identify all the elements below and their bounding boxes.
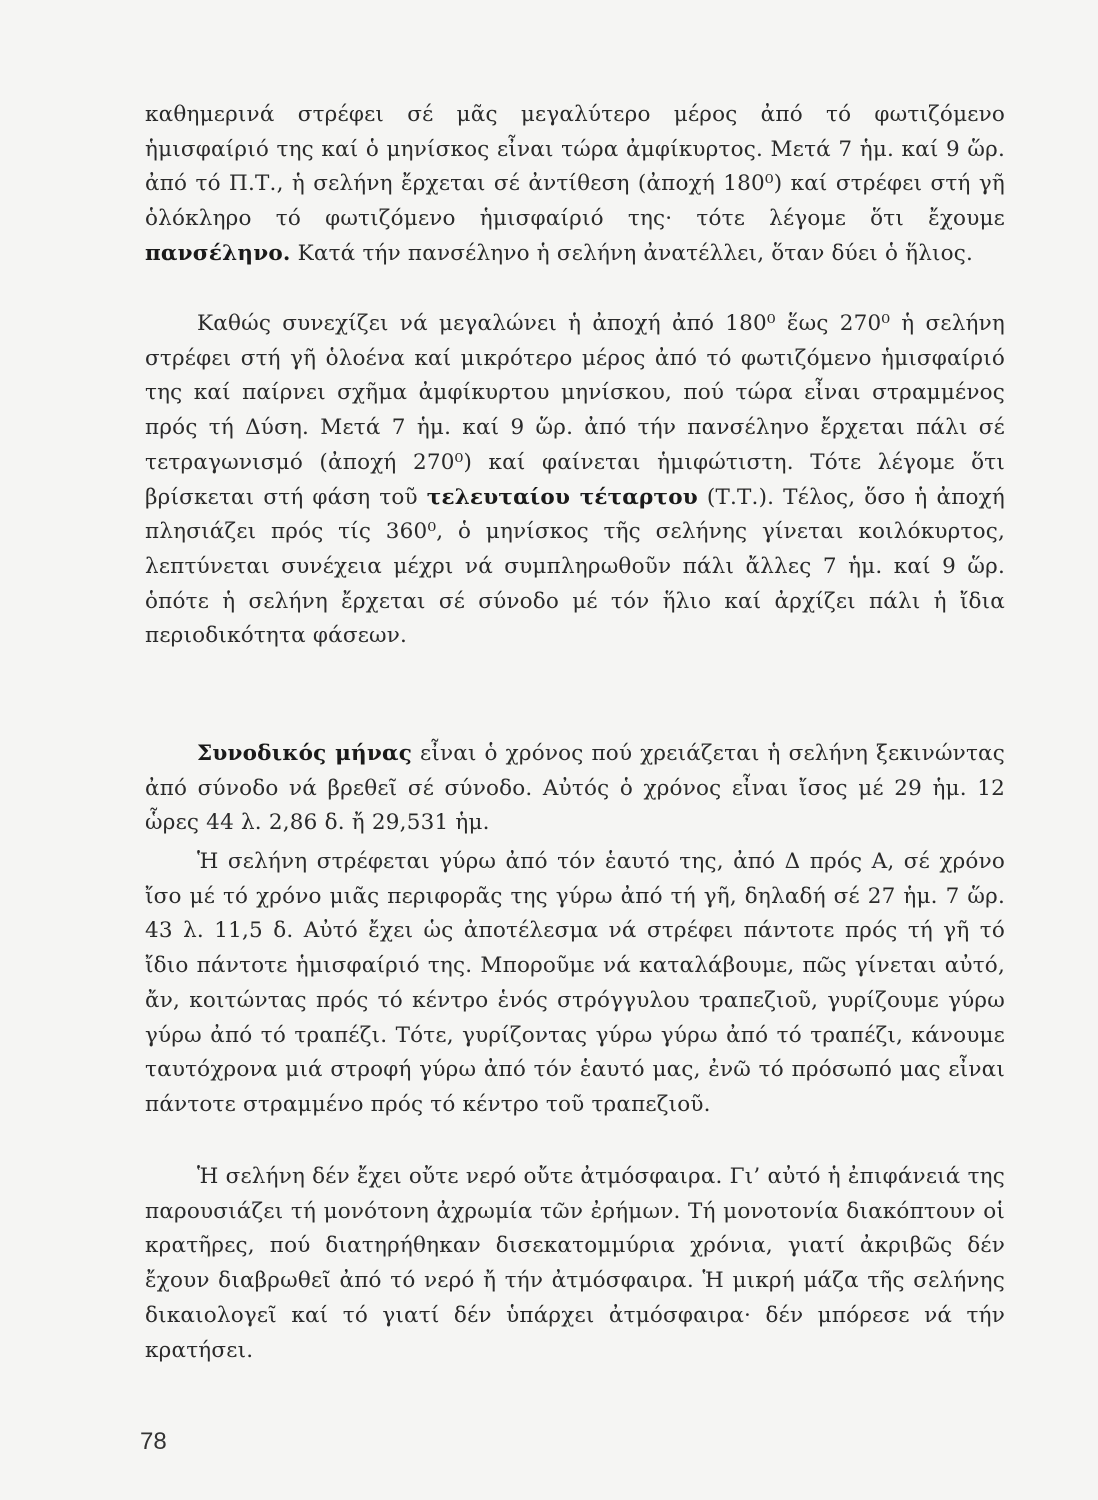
paragraph-text: (Τ.Τ.). Τέλος, ὅσο ἡ ἀποχή πλησιάζει πρός τίς 360⁰, ὁ μηνίσκος τῆς σελήνης γίνεται κοιλόκυρτος, λεπτύνεται συνέχεια μέχρι νά συμπληρωθοῦν πάλι ἄλλες 7 ἡμ. καί 9 ὥρ. ὁπότε ἡ σελήνη ἔρχεται σέ σύνοδο μέ τόν ἥλιο καί ἀρχίζει πάλι ἡ ἴδια περιοδικότητα φάσεων. (145, 484, 1005, 649)
term-last-quarter: τελευταίου τέταρτου (426, 484, 698, 510)
paragraph-text: Κατά τήν πανσέληνο ἡ σελήνη ἀνατέλλει, ὅταν δύει ὁ ἥλιος. (290, 240, 974, 266)
paragraph-full-moon (145, 98, 1005, 272)
paragraph-text: Καθώς συνεχίζει νά μεγαλώνει ἡ ἀποχή ἀπό 180⁰ ἕως 270⁰ ἡ σελήνη στρέφει στή γῆ ὁλοένα καί μικρότερο μέρος ἀπό τό φωτιζόμενο ἡμισφαίριό της καί παίρνει σχῆμα ἀμφίκυρτου μηνίσκου, πού τώρα εἶναι στραμμένος πρός τή Δύση. Μετά 7 ἡμ. καί 9 ὥρ. ἀπό τήν πανσέληνο ἔρχεται πάλι σέ τετραγωνισμό (ἀποχή 270⁰) καί φαίνεται ἡμιφώτιστη. Τότε λέγομε ὅτι βρίσκεται στή φάση τοῦ (145, 311, 1005, 510)
paragraph-text: Ἡ σελήνη στρέφεται γύρω ἀπό τόν ἑαυτό της, ἀπό Δ πρός Α, σέ χρόνο ἴσο μέ τό χρόνο μιᾶς περιφορᾶς της γύρω ἀπό τή γῆ, δηλαδή σέ 27 ἡμ. 7 ὥρ. 43 λ. 11,5 δ. Αὐτό ἔχει ὡς ἀποτέλεσμα νά στρέφει πάντοτε πρός τή γῆ τό ἴδιο πάντοτε ἡμισφαίριό της. Μποροῦμε νά καταλάβουμε, πῶς γίνεται αὐτό, ἄν, κοιτώντας πρός τό κέντρο ἑνός στρόγγυλου τραπεζιοῦ, γυρίζουμε γύρω γύρω ἀπό τό τραπέζι. Τότε, γυρίζοντας γύρω γύρω ἀπό τό τραπέζι, κάνουμε ταυτόχρονα μιά στροφή γύρω ἀπό τόν ἑαυτό μας, ἐνῶ τό πρόσωπό μας εἶναι πάντοτε στραμμένο πρός τό κέντρο τοῦ τραπεζιοῦ. (145, 849, 1005, 1117)
term-full-moon: πανσέληνο. (145, 240, 291, 266)
paragraph-last-quarter (145, 307, 1005, 654)
paragraph-text: καθημερινά στρέφει σέ μᾶς μεγαλύτερο μέρος ἀπό τό φωτιζόμενο ἡμισφαίριό της καί ὁ μηνίσκος εἶναι τώρα ἀμφίκυρτος. Μετά 7 ἡμ. καί 9 ὥρ. ἀπό τό Π.Τ., ἡ σελήνη ἔρχεται σέ ἀντίθεση (ἀποχή 180⁰) καί στρέφει στή γῆ ὁλόκληρο τό φωτιζόμενο ἡμισφαίριό της· τότε λέγομε ὅτι ἔχουμε (145, 102, 1005, 232)
paragraph-synodic-month (145, 737, 1005, 841)
term-synodic-month: Συνοδικός μήνας (197, 741, 413, 766)
paragraph-text: Ἡ σελήνη δέν ἔχει οὔτε νερό οὔτε ἀτμόσφαιρα. Γι’ αὐτό ἡ ἐπιφάνειά της παρουσιάζει τή μονότονη ἀχρωμία τῶν ἐρήμων. Τή μονοτονία διακόπτουν οἱ κρατῆρες, πού διατηρήθηκαν δισεκατομμύρια χρόνια, γιατί ἀκριβῶς δέν ἔχουν διαβρωθεῖ ἀπό τό νερό ἤ τήν ἀτμόσφαιρα. Ἡ μικρή μάζα τῆς σελήνης δικαιολογεῖ καί τό γιατί δέν ὑπάρχει ἀτμόσφαιρα· δέν μπόρεσε νά τήν κρατήσει. (145, 1164, 1005, 1363)
page-number: 78 (140, 1428, 167, 1455)
paragraph-moon-atmosphere (145, 1160, 1005, 1368)
paragraph-moon-rotation (145, 845, 1005, 1123)
paragraph-text: εἶναι ὁ χρόνος πού χρειάζεται ἡ σελήνη ξεκινώντας ἀπό σύνοδο νά βρεθεῖ σέ σύνοδο. Αὐτός ὁ χρόνος εἶναι ἴσος μέ 29 ἡμ. 12 ὧρες 44 λ. 2,86 δ. ἤ 29,531 ἡμ. (145, 741, 1005, 836)
